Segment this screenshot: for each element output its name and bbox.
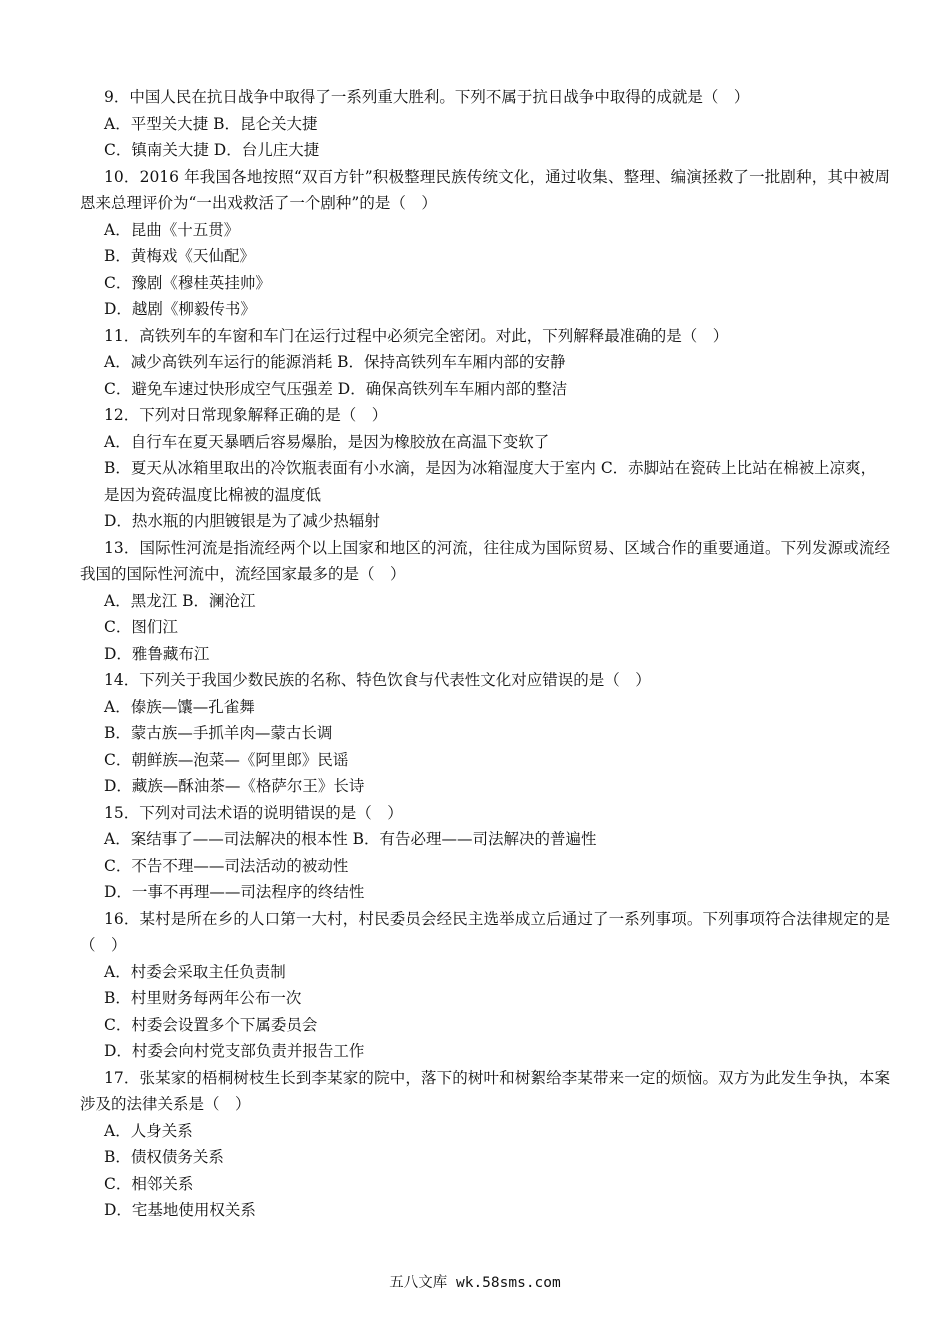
option-line: C．村委会设置多个下属委员会 bbox=[104, 1015, 318, 1034]
question-11 bbox=[104, 323, 890, 403]
option-line: D．宅基地使用权关系 bbox=[104, 1201, 256, 1219]
option-line: D．一事不再理——司法程序的终结性 bbox=[104, 883, 365, 901]
option-line: B．夏天从冰箱里取出的冷饮瓶表面有小水滴，是因为冰箱湿度大于室内 C．赤脚站在瓷砖上比站在棉被上凉爽，是因为瓷砖温度比棉被的温度低 bbox=[104, 459, 877, 504]
option-line: A．案结事了——司法解决的根本性 B．有告必理——司法解决的普遍性 bbox=[104, 830, 597, 848]
option-line: D．越剧《柳毅传书》 bbox=[104, 300, 256, 318]
option-line: A．黑龙江 B．澜沧江 bbox=[104, 591, 256, 610]
option-line: A．人身关系 bbox=[104, 1121, 193, 1140]
question-stem: 9．中国人民在抗日战争中取得了一系列重大胜利。下列不属于抗日战争中取得的成就是（ ） bbox=[104, 88, 750, 106]
option-line: B．村里财务每两年公布一次 bbox=[104, 989, 302, 1007]
question-stem: 11．高铁列车的车窗和车门在运行过程中必须完全密闭。对此，下列解释最准确的是（ ） bbox=[104, 326, 729, 345]
question-list bbox=[80, 84, 890, 1224]
option-line: C．镇南关大捷 D．台儿庄大捷 bbox=[104, 141, 320, 159]
question-stem: 17．张某家的梧桐树枝生长到李某家的院中，落下的树叶和树絮给李某带来一定的烦恼。双方为此发生争执，本案涉及的法律关系是（ ） bbox=[80, 1068, 890, 1113]
question-10 bbox=[80, 164, 890, 323]
option-line: D．热水瓶的内胆镀银是为了减少热辐射 bbox=[104, 512, 380, 530]
question-17 bbox=[80, 1065, 890, 1224]
option-line: D．雅鲁藏布江 bbox=[104, 644, 210, 663]
option-line: C．朝鲜族—泡菜—《阿里郎》民谣 bbox=[104, 750, 349, 769]
question-stem: 15．下列对司法术语的说明错误的是（ ） bbox=[104, 803, 403, 822]
option-line: A．平型关大捷 B．昆仑关大捷 bbox=[104, 114, 318, 133]
option-line: B．蒙古族—手抓羊肉—蒙古长调 bbox=[104, 724, 333, 742]
question-14 bbox=[104, 667, 890, 800]
page-footer-watermark: 五八文库 wk.58sms.com bbox=[389, 1275, 561, 1291]
question-13 bbox=[80, 535, 890, 668]
option-line: C．相邻关系 bbox=[104, 1174, 194, 1193]
option-line: C．不告不理——司法活动的被动性 bbox=[104, 856, 349, 875]
question-12 bbox=[104, 402, 890, 535]
option-line: A．傣族—馕—孔雀舞 bbox=[104, 697, 255, 716]
question-stem: 10．2016 年我国各地按照“双百方针”积极整理民族传统文化，通过收集、整理、编演拯救了一批剧种，其中被周恩来总理评价为“一出戏救活了一个剧种”的是（ ） bbox=[80, 167, 890, 212]
option-line: C．避免车速过快形成空气压强差 D．确保高铁列车车厢内部的整洁 bbox=[104, 379, 568, 398]
option-line: D．村委会向村党支部负责并报告工作 bbox=[104, 1042, 365, 1060]
option-line: A．自行车在夏天暴晒后容易爆胎，是因为橡胶放在高温下变软了 bbox=[104, 432, 550, 451]
question-stem: 12．下列对日常现象解释正确的是（ ） bbox=[104, 406, 388, 424]
option-line: B．债权债务关系 bbox=[104, 1148, 224, 1166]
option-line: A．村委会采取主任负责制 bbox=[104, 962, 286, 981]
question-15 bbox=[104, 800, 890, 906]
option-line: C．豫剧《穆桂英挂帅》 bbox=[104, 273, 271, 292]
question-stem: 16．某村是所在乡的人口第一大村，村民委员会经民主选举成立后通过了一系列事项。下列事项符合法律规定的是（ ） bbox=[80, 909, 890, 954]
question-9 bbox=[104, 84, 890, 164]
question-stem: 14．下列关于我国少数民族的名称、特色饮食与代表性文化对应错误的是（ ） bbox=[104, 671, 651, 689]
option-line: D．藏族—酥油茶—《格萨尔王》长诗 bbox=[104, 777, 365, 795]
question-16 bbox=[80, 906, 890, 1065]
option-line: C．图们江 bbox=[104, 618, 178, 636]
option-line: A．减少高铁列车运行的能源消耗 B．保持高铁列车车厢内部的安静 bbox=[104, 353, 566, 371]
question-stem: 13．国际性河流是指流经两个以上国家和地区的河流，往往成为国际贸易、区域合作的重要通道。下列发源或流经我国的国际性河流中，流经国家最多的是（ ） bbox=[80, 538, 890, 583]
option-line: B．黄梅戏《天仙配》 bbox=[104, 247, 255, 265]
option-line: A．昆曲《十五贯》 bbox=[104, 220, 240, 239]
